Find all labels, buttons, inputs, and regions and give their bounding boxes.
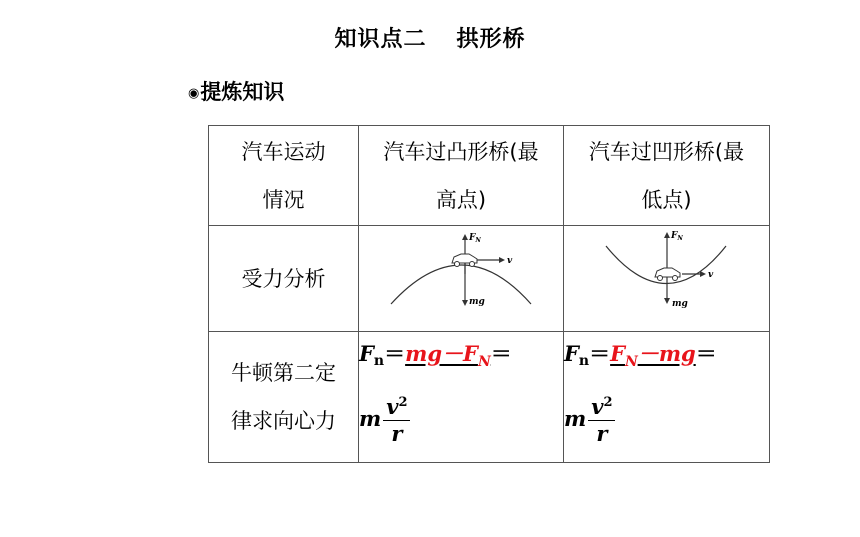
- newton-law-label: [209, 332, 359, 463]
- header-cell-convex: [359, 126, 564, 226]
- normal-force-arrowhead: [462, 234, 468, 240]
- convex-answer: [405, 340, 491, 370]
- convex-bridge-diagram-cell: [359, 226, 564, 332]
- title-part-1: 知识点二: [334, 27, 427, 52]
- velocity-arrowhead: [499, 257, 505, 263]
- convex-formula: [359, 332, 564, 463]
- header-cell-motion: [209, 126, 359, 226]
- answer-subscript: N: [477, 353, 491, 370]
- velocity-arrowhead: [700, 271, 706, 277]
- title-part-2: 拱形桥: [456, 27, 526, 52]
- section-heading: [188, 76, 284, 106]
- answer-text-tail: －mg: [637, 340, 696, 366]
- concave-formula-line1: [564, 338, 769, 370]
- convex-bridge-diagram: [359, 226, 563, 327]
- concave-answer: [610, 340, 696, 370]
- header-col3-line1: 汽车过凹形桥(最: [588, 139, 745, 164]
- formula-lhs: F: [564, 340, 579, 366]
- header-col2-line2: 高点): [435, 187, 487, 212]
- newton-label-line2: 律求向心力: [231, 409, 336, 433]
- header-col2-line1: 汽车过凸形桥(最: [383, 139, 539, 164]
- answer-subscript: N: [625, 353, 638, 370]
- bridge-table: [208, 125, 770, 463]
- fraction-denominator: r: [596, 420, 608, 446]
- header-col1-line2: 情况: [262, 187, 305, 212]
- fraction-denominator: r: [391, 420, 403, 446]
- mass-symbol: m: [359, 405, 382, 431]
- normal-force-arrowhead: [664, 232, 670, 238]
- header-col3-line2: 低点): [641, 187, 692, 212]
- formula-lhs-subscript: n: [578, 352, 590, 369]
- header-col1-line1: 汽车运动: [241, 139, 326, 164]
- formula-lhs: F: [359, 340, 374, 366]
- concave-bridge-diagram-cell: [564, 226, 770, 332]
- velocity-exponent: 2: [603, 394, 613, 410]
- convex-centripetal-expression: [359, 390, 563, 447]
- fraction-numerator: [383, 390, 410, 421]
- velocity-label: v: [507, 256, 513, 266]
- formula-equals: ＝: [490, 340, 512, 366]
- gravity-arrowhead: [462, 300, 468, 306]
- formula-equals: ＝: [589, 340, 611, 366]
- fraction: [383, 390, 410, 447]
- velocity-symbol: v: [386, 393, 399, 419]
- force-analysis-label: 受力分析: [209, 226, 359, 332]
- convex-formula-line1: [359, 338, 563, 370]
- fraction: [588, 390, 615, 447]
- formula-equals: ＝: [384, 340, 406, 366]
- page-title: [0, 22, 860, 53]
- formula-lhs-subscript: n: [373, 352, 385, 369]
- header-cell-concave: [564, 126, 770, 226]
- concave-formula: [564, 332, 770, 463]
- gravity-arrowhead: [664, 298, 670, 304]
- concave-bridge-diagram: [564, 226, 769, 327]
- mass-symbol: m: [564, 405, 587, 431]
- newton-label-line1: 牛顿第二定: [231, 361, 336, 385]
- gravity-label: mg: [469, 297, 485, 307]
- velocity-symbol: v: [591, 393, 604, 419]
- table-header-row: [209, 126, 770, 226]
- bullet-icon: ◉: [188, 86, 200, 101]
- concave-centripetal-expression: [564, 390, 769, 447]
- answer-text: F: [610, 340, 626, 366]
- section-label: 提炼知识: [200, 80, 285, 104]
- gravity-label: mg: [672, 299, 688, 309]
- answer-text: mg－F: [405, 340, 478, 366]
- velocity-label: v: [708, 270, 714, 280]
- table-row-force: [209, 226, 770, 332]
- fraction-numerator: [588, 390, 615, 421]
- normal-force-label: $F_N$: [469, 233, 481, 244]
- velocity-exponent: 2: [398, 394, 408, 410]
- normal-force-label: $F_N$: [671, 231, 683, 242]
- table-row-newton: [209, 332, 770, 463]
- formula-equals: ＝: [695, 340, 717, 366]
- convex-bridge-arc: [391, 265, 531, 304]
